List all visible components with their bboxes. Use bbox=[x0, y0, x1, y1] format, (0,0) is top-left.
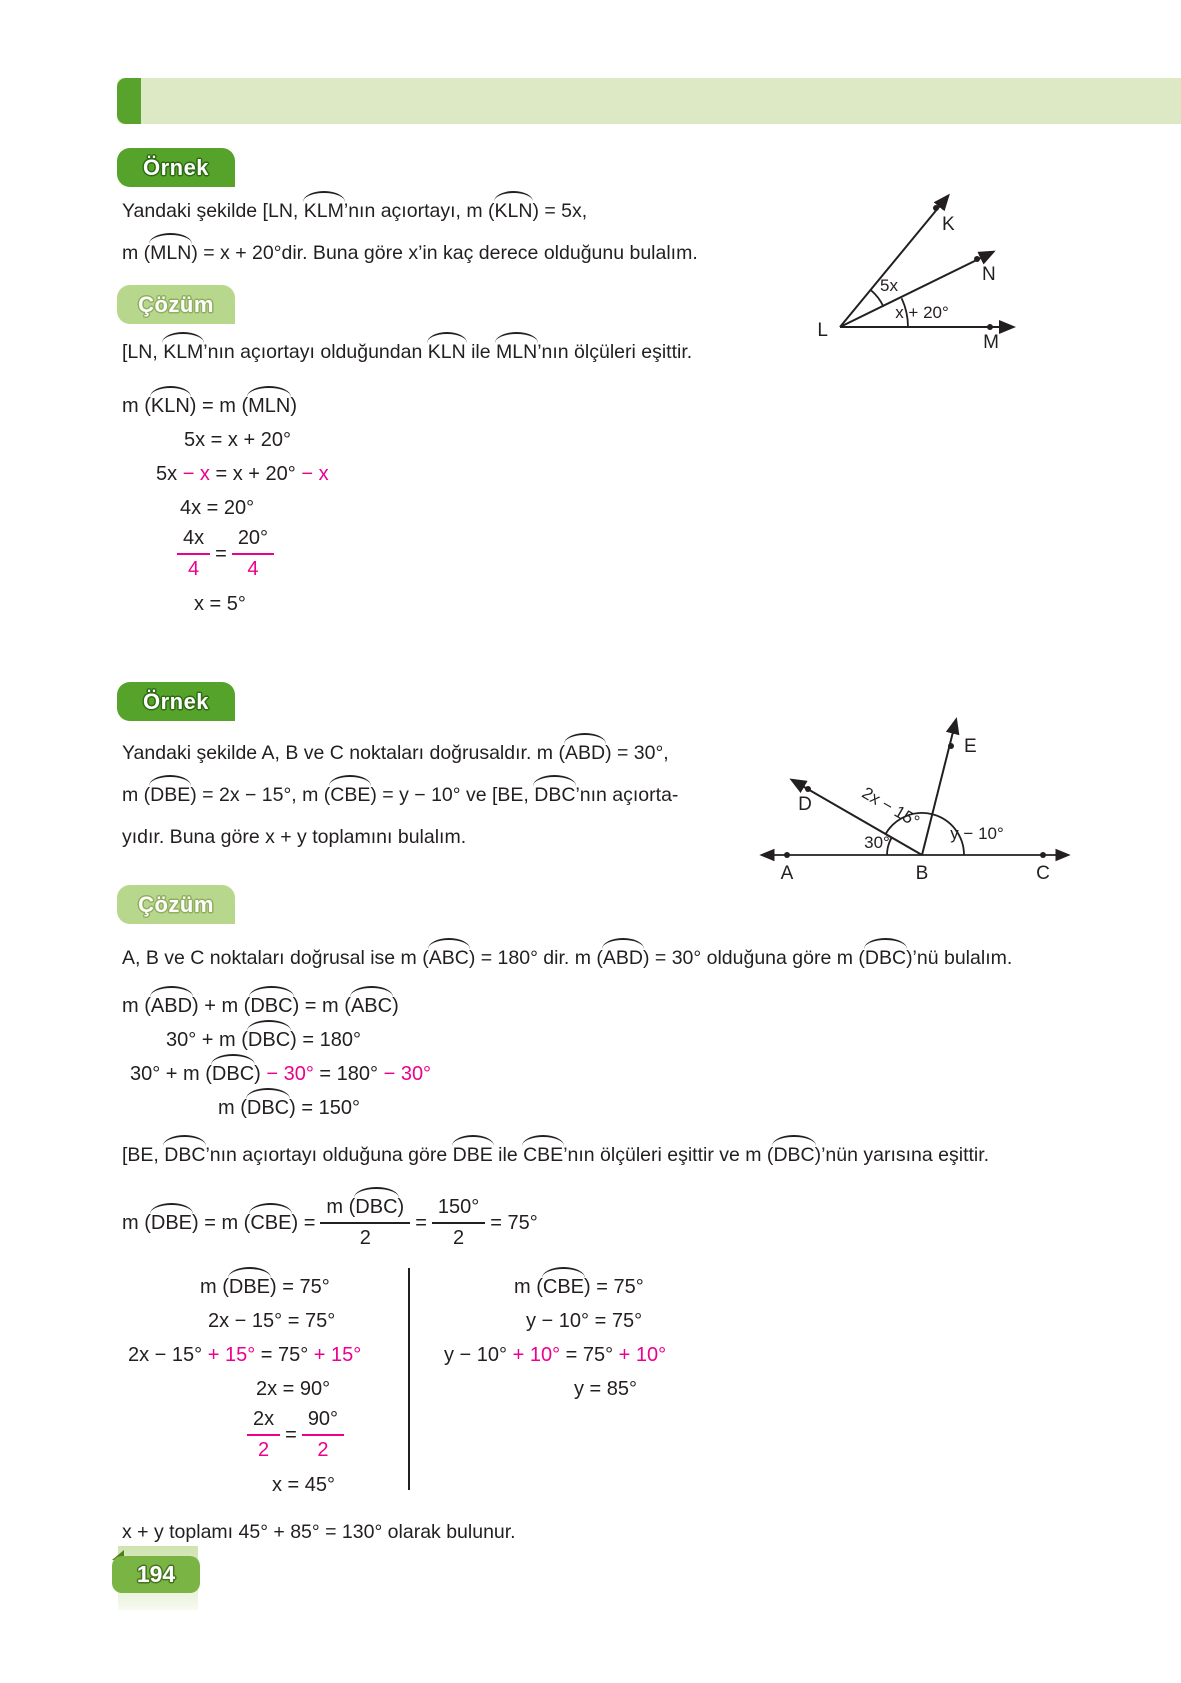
example1-badge-label: Örnek bbox=[142, 154, 210, 180]
equation-fraction-line bbox=[242, 1400, 408, 1462]
example1-badge bbox=[117, 148, 235, 187]
arc-angle-name: DBC bbox=[355, 1196, 398, 1218]
problem-line bbox=[122, 766, 742, 808]
math-text: ) = y − 10° ve [BE, bbox=[370, 784, 535, 806]
arc-angle-name: CBE bbox=[542, 1276, 585, 1298]
arc-angle-name: DBE bbox=[452, 1144, 493, 1166]
equation-line bbox=[200, 1264, 408, 1298]
arc-angle-name: CBE bbox=[523, 1144, 564, 1166]
math-text: ) = m ( bbox=[192, 1211, 251, 1234]
equals-sign: = bbox=[285, 1423, 297, 1446]
point-N bbox=[974, 256, 980, 262]
arc-angle-name: ABC bbox=[350, 995, 393, 1017]
math-text: m ( bbox=[218, 1097, 247, 1119]
math-text: ) = 30° olduğuna göre m ( bbox=[643, 947, 865, 969]
equation-line bbox=[218, 1085, 1132, 1119]
label-angle-y10: y − 10° bbox=[950, 824, 1004, 843]
fraction bbox=[177, 527, 210, 581]
math-text: = x + 20° bbox=[209, 463, 302, 485]
fraction bbox=[232, 527, 274, 581]
equation-line bbox=[156, 451, 822, 485]
label-E: E bbox=[964, 736, 977, 757]
math-text: y = 85° bbox=[574, 1378, 638, 1400]
math-text: ) = m ( bbox=[292, 995, 351, 1017]
math-text: Yandaki şekilde A, B ve C noktaları doğrusaldır. m ( bbox=[122, 742, 565, 764]
math-text: ) bbox=[254, 1063, 267, 1085]
label-C: C bbox=[1036, 863, 1050, 884]
math-text: ) = 30°, bbox=[605, 742, 669, 764]
figure-line-abc bbox=[700, 650, 1080, 885]
highlighted-term: − 30° bbox=[383, 1063, 432, 1085]
math-text: ) = 5x, bbox=[532, 200, 588, 222]
highlighted-term: + 10° bbox=[618, 1344, 667, 1366]
fraction-numerator bbox=[432, 1196, 485, 1224]
math-text: 30° + m ( bbox=[166, 1029, 248, 1051]
math-text: ) = 150° bbox=[289, 1097, 360, 1119]
math-text: ) + m ( bbox=[192, 995, 251, 1017]
math-text: 150° bbox=[437, 1196, 480, 1218]
math-text: 2x − 15° bbox=[128, 1344, 208, 1366]
label-M: M bbox=[983, 332, 999, 353]
arc-angle-name: CBE bbox=[330, 784, 371, 806]
fraction bbox=[432, 1196, 485, 1250]
solution-intro bbox=[122, 938, 1132, 971]
math-text: x + y toplamı 45° + 85° = 130° olarak bulunur. bbox=[122, 1521, 516, 1543]
math-text: [LN, bbox=[122, 341, 164, 363]
solution2-badge-label: Çözüm bbox=[138, 891, 214, 917]
label-angle-2x15: 2x − 15° bbox=[858, 783, 923, 832]
equals-sign: = bbox=[215, 542, 227, 565]
point-E bbox=[948, 743, 954, 749]
highlighted-term: − x bbox=[182, 463, 210, 485]
math-text: )’nün yarısına eşittir. bbox=[814, 1144, 990, 1166]
arc-angle-name: KLN bbox=[427, 341, 466, 363]
equation-line bbox=[166, 1017, 1132, 1051]
label-angle-30: 30° bbox=[864, 833, 890, 852]
solution-intro bbox=[122, 332, 822, 365]
math-text: ’nın açıortayı olduğuna göre bbox=[205, 1144, 453, 1166]
arc-angle-name: MLN bbox=[150, 242, 192, 264]
arc-angle-name: DBC bbox=[534, 784, 576, 806]
equation-line bbox=[256, 1366, 408, 1400]
equation-line bbox=[444, 1332, 744, 1366]
math-text: ) = 180° bbox=[290, 1029, 361, 1051]
math-text: 5x = x + 20° bbox=[184, 429, 291, 451]
highlighted-term: + 15° bbox=[313, 1344, 362, 1366]
math-text: yıdır. Buna göre x + y toplamını bulalım. bbox=[122, 826, 467, 848]
fraction bbox=[320, 1196, 410, 1250]
label-N: N bbox=[982, 264, 996, 285]
example2-badge bbox=[117, 682, 235, 721]
problem-line bbox=[122, 224, 762, 266]
math-text: ) = 75° bbox=[584, 1276, 644, 1298]
arc-angle-name: DBE bbox=[150, 784, 191, 806]
math-text: 90° bbox=[307, 1408, 339, 1430]
math-text: x = 45° bbox=[272, 1474, 336, 1496]
fraction bbox=[247, 1408, 280, 1462]
arc-angle-name: DBC bbox=[164, 1144, 206, 1166]
arc-angle-name: DBC bbox=[247, 1029, 291, 1051]
math-text: 4x = 20° bbox=[180, 497, 255, 519]
fraction-numerator bbox=[177, 527, 210, 555]
math-text: x = 5° bbox=[194, 593, 246, 615]
page-number: 194 bbox=[136, 1561, 176, 1587]
math-text: = 180° bbox=[313, 1063, 384, 1085]
arc-angle-name: DBC bbox=[773, 1144, 815, 1166]
math-text: m ( bbox=[200, 1276, 229, 1298]
math-text: m ( bbox=[122, 395, 151, 417]
math-text: ) bbox=[290, 395, 298, 417]
math-text: ) = m ( bbox=[189, 395, 249, 417]
highlighted-term: + 15° bbox=[207, 1344, 256, 1366]
math-text: ile bbox=[465, 341, 497, 363]
label-A: A bbox=[780, 863, 794, 884]
equation-line bbox=[526, 1298, 744, 1332]
fraction-numerator bbox=[302, 1408, 344, 1436]
math-text: ) = x + 20°dir. Buna göre x’in kaç derece olduğunu bulalım. bbox=[191, 242, 698, 264]
y-column bbox=[410, 1264, 744, 1496]
arc-angle-name: KLN bbox=[150, 395, 190, 417]
fraction-denominator: 2 bbox=[258, 1439, 270, 1461]
math-text: ’nın açıorta- bbox=[575, 784, 679, 806]
math-text: ) = bbox=[291, 1211, 316, 1234]
math-text: 20° bbox=[237, 527, 269, 549]
problem-line bbox=[122, 808, 742, 850]
arc-angle-name: DBC bbox=[246, 1097, 290, 1119]
math-text: m ( bbox=[122, 995, 151, 1017]
arc-angle-name: KLM bbox=[163, 341, 204, 363]
arc-angle-name: DBE bbox=[150, 1211, 193, 1234]
math-text: 30° + m ( bbox=[130, 1063, 212, 1085]
arc-angle-name: DBE bbox=[228, 1276, 271, 1298]
math-text: m ( bbox=[326, 1196, 356, 1218]
math-text: = 75° bbox=[560, 1344, 619, 1366]
math-text: ’nın ölçüleri eşittir. bbox=[537, 341, 693, 363]
arc-angle-name: DBC bbox=[864, 947, 907, 969]
highlighted-term: − 30° bbox=[266, 1063, 314, 1085]
solution1-block bbox=[122, 332, 822, 615]
math-text: [BE, bbox=[122, 1144, 165, 1166]
page-number-badge bbox=[112, 1556, 200, 1593]
combined-equation bbox=[122, 1186, 1132, 1250]
bisector-note bbox=[122, 1135, 1132, 1168]
x-column bbox=[122, 1264, 408, 1496]
two-column-working bbox=[122, 1264, 1132, 1496]
problem-line bbox=[122, 186, 762, 224]
equation-line bbox=[272, 1462, 408, 1496]
math-text: 4x bbox=[183, 527, 205, 549]
label-angle-x20: x + 20° bbox=[895, 303, 949, 322]
label-L: L bbox=[817, 320, 828, 341]
section-header-bar bbox=[117, 78, 1181, 124]
math-text: ’nın ölçüleri eşittir ve m ( bbox=[563, 1144, 774, 1166]
arc-angle-name: DBC bbox=[250, 995, 293, 1017]
fraction-denominator: 4 bbox=[188, 558, 200, 580]
math-text: ) = 2x − 15°, m ( bbox=[190, 784, 331, 806]
fraction-numerator bbox=[247, 1408, 280, 1436]
solution-steps bbox=[122, 983, 1132, 1119]
fraction-denominator: 2 bbox=[317, 1439, 329, 1461]
label-D: D bbox=[798, 794, 812, 815]
math-text: )’nü bulalım. bbox=[906, 947, 1013, 969]
problem-line bbox=[122, 728, 742, 766]
math-text: m ( bbox=[122, 242, 151, 264]
equation-line bbox=[122, 383, 822, 417]
math-text: 2x = 90° bbox=[256, 1378, 331, 1400]
math-text: ile bbox=[492, 1144, 524, 1166]
equation-line bbox=[128, 1332, 408, 1366]
math-text: m ( bbox=[514, 1276, 543, 1298]
equation-line bbox=[194, 581, 822, 615]
math-text: ) bbox=[392, 995, 399, 1017]
math-text: ’nın açıortayı, m ( bbox=[343, 200, 495, 222]
math-text: ) = 180° dir. m ( bbox=[468, 947, 603, 969]
label-K: K bbox=[942, 214, 955, 235]
arc-angle-name: ABC bbox=[428, 947, 469, 969]
math-text: Yandaki şekilde [LN, bbox=[122, 200, 304, 222]
result-text: = 75° bbox=[490, 1211, 538, 1234]
arc-angle-name: KLN bbox=[494, 200, 533, 222]
arc-angle-name: ABD bbox=[564, 742, 606, 764]
equation-line bbox=[208, 1298, 408, 1332]
fraction bbox=[302, 1408, 344, 1462]
fraction-denominator: 2 bbox=[359, 1227, 371, 1249]
fraction-denominator: 2 bbox=[453, 1227, 465, 1249]
equation-line bbox=[130, 1051, 1132, 1085]
label-angle-5x: 5x bbox=[880, 276, 898, 295]
arc-angle-name: ABD bbox=[602, 947, 643, 969]
equation-fraction-line bbox=[172, 519, 822, 581]
math-text: y − 10° bbox=[444, 1344, 513, 1366]
example1-problem bbox=[122, 186, 762, 266]
math-text: m ( bbox=[122, 1211, 151, 1234]
math-text: = 75° bbox=[255, 1344, 314, 1366]
solution1-badge-label: Çözüm bbox=[138, 291, 214, 317]
fraction-denominator: 4 bbox=[247, 558, 259, 580]
point-M bbox=[987, 324, 993, 330]
arc-angle-name: DBC bbox=[211, 1063, 255, 1085]
point-D bbox=[805, 786, 811, 792]
equation-line bbox=[184, 417, 822, 451]
equation-line bbox=[180, 485, 822, 519]
example2-badge-label: Örnek bbox=[142, 688, 210, 714]
solution1-badge bbox=[117, 285, 235, 324]
point-C bbox=[1040, 852, 1046, 858]
conclusion-line bbox=[122, 1512, 1132, 1545]
example2-problem bbox=[122, 728, 742, 850]
math-text: ) bbox=[397, 1196, 405, 1218]
equation-line bbox=[574, 1366, 744, 1400]
equals-sign: = bbox=[415, 1211, 427, 1234]
solution-steps bbox=[122, 383, 822, 615]
equation-line bbox=[122, 983, 1132, 1017]
label-B: B bbox=[915, 863, 929, 884]
highlighted-term: − x bbox=[301, 463, 329, 485]
highlighted-term: + 10° bbox=[512, 1344, 561, 1366]
solution2-block bbox=[122, 938, 1132, 1545]
section-header-accent bbox=[117, 78, 141, 124]
equation-line bbox=[514, 1264, 744, 1298]
arc-angle-name: ABD bbox=[150, 995, 193, 1017]
math-text: A, B ve C noktaları doğrusal ise m ( bbox=[122, 947, 429, 969]
fraction-numerator bbox=[232, 527, 274, 555]
math-text: ) = 75° bbox=[270, 1276, 330, 1298]
math-text: ’nın açıortayı olduğundan bbox=[203, 341, 428, 363]
arc-angle-name: MLN bbox=[496, 341, 538, 363]
point-A bbox=[784, 852, 790, 858]
arc-angle-name: KLM bbox=[303, 200, 344, 222]
math-text: 2x bbox=[253, 1408, 275, 1430]
math-text: m ( bbox=[122, 784, 151, 806]
math-text: 5x bbox=[156, 463, 183, 485]
point-K bbox=[933, 205, 939, 211]
math-text: y − 10° = 75° bbox=[526, 1310, 643, 1332]
solution2-badge bbox=[117, 885, 235, 924]
arc-angle-name: CBE bbox=[250, 1211, 292, 1234]
fraction-numerator bbox=[320, 1196, 410, 1224]
arc-angle-name: MLN bbox=[248, 395, 291, 417]
math-text: 2x − 15° = 75° bbox=[208, 1310, 336, 1332]
